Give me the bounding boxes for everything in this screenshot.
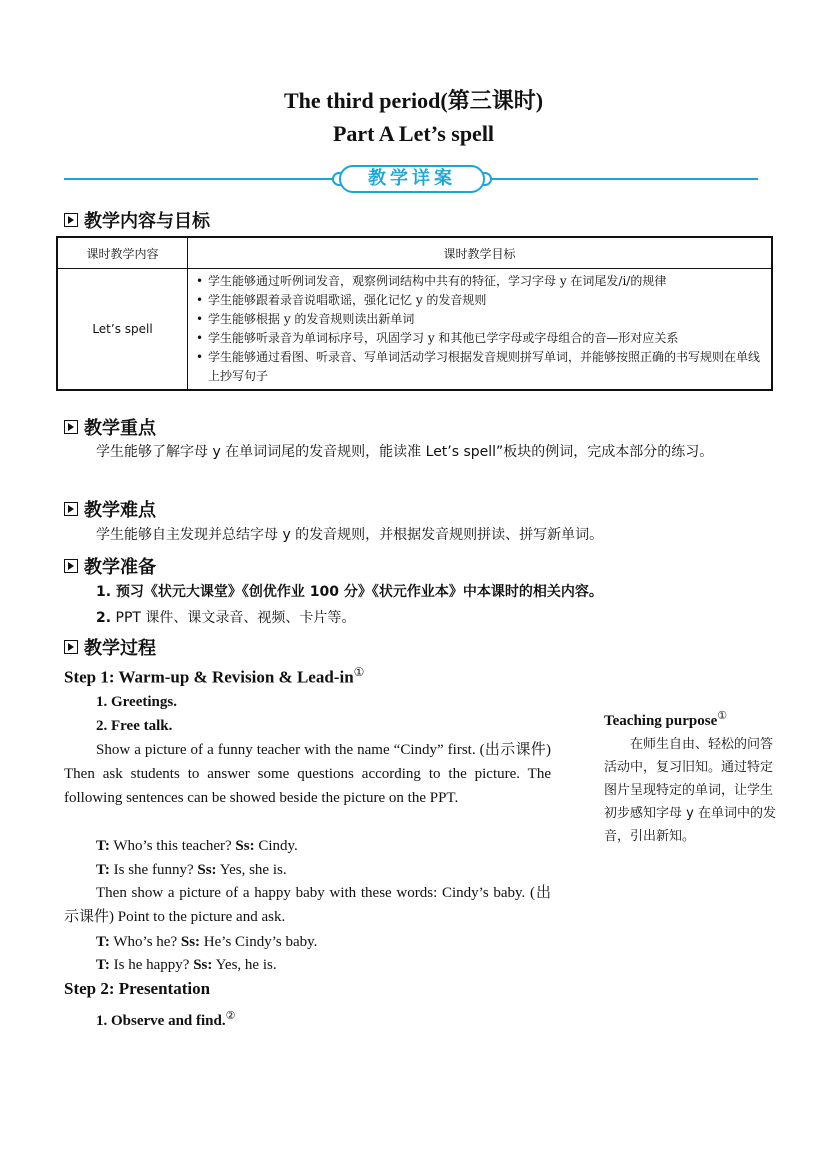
table-content-cell: Let’s spell <box>57 269 188 391</box>
objectives-table <box>56 236 773 391</box>
step2-title: Step 2: Presentation <box>64 979 211 998</box>
goal-item: • 学生能够通过听例词发音，观察例词结构中共有的特征，学习字母 y 在词尾发/i/的规律 <box>196 274 667 288</box>
prep-item-1: 1. 预习《状元大课堂》《创优作业 100 分》《状元作业本》中本课时的相关内容。 <box>96 584 603 600</box>
table-header-content: 课时教学内容 <box>57 237 188 269</box>
goal-item: • 学生能够跟着录音说唱歌谣，强化记忆 y 的发音规则 <box>196 293 487 307</box>
sidebar-text: 在师生自由、轻松的问答活动中，复习旧知。通过特定图片呈现特定的单词，让学生初步感知字母 y 在单词中的发音，引出新知。 <box>604 737 776 844</box>
banner-line-left <box>64 178 341 180</box>
dialog-line: T: Who’s he? Ss: He’s Cindy’s baby. <box>96 934 318 950</box>
prep-item-2: 2. PPT 课件、课文录音、视频、卡片等。 <box>96 610 356 626</box>
banner-label: 教学详案 <box>368 168 456 189</box>
table-goals-cell <box>188 269 773 391</box>
section-objectives <box>64 207 210 233</box>
step1-paragraph-1: Show a picture of a funny teacher with the name “Cindy” first. (出示课件) Then ask students to answer some questions according to the picture. The following sentences can be showed beside the picture on the PPT. <box>64 742 551 806</box>
dialog-line: T: Is she funny? Ss: Yes, she is. <box>96 862 287 878</box>
arrow-box-icon <box>64 559 78 573</box>
page-title: The third period(第三课时) <box>283 88 544 113</box>
dialog-line: T: Is he happy? Ss: Yes, he is. <box>96 957 277 973</box>
section-preparation: 教学准备 <box>64 553 156 579</box>
goal-item: • 学生能够听录音为单词标序号，巩固学习 y 和其他已学字母或字母组合的音—形对应关系 <box>196 331 679 345</box>
goal-item: • 学生能够根据 y 的发音规则读出新单词 <box>196 312 415 326</box>
banner-line-right <box>484 178 758 180</box>
step1-item-greetings: 1. Greetings. <box>96 694 177 710</box>
step1-title: Step 1: Warm-up & Revision & Lead-in① <box>64 665 365 687</box>
table-header-goals: 课时教学目标 <box>188 237 773 269</box>
section-process: 教学过程 <box>64 634 156 660</box>
section-difficulties: 教学难点 <box>64 496 156 522</box>
step2-item-observe: 1. Observe and find.② <box>96 1010 236 1029</box>
difficulties-text: 学生能够自主发现并总结字母 y 的发音规则，并根据发音规则拼读、拼写新单词。 <box>96 527 604 543</box>
arrow-box-icon <box>64 502 78 516</box>
goal-item: • 学生能够通过看图、听录音、写单词活动学习根据发音规则拼写单词，并能够按照正确的书写规则在单线上抄写句子 <box>196 350 761 383</box>
section-key-points: 教学重点 <box>64 414 156 440</box>
arrow-box-icon <box>64 420 78 434</box>
dialog-line: T: Who’s this teacher? Ss: Cindy. <box>96 838 298 854</box>
arrow-box-icon <box>64 640 78 654</box>
step1-paragraph-2: Then show a picture of a happy baby with these words: Cindy’s baby. (出示课件) Point to the picture and ask. <box>64 885 551 925</box>
page-subtitle: Part A Let’s spell <box>332 121 495 146</box>
key-points-text: 学生能够了解字母 y 在单词词尾的发音规则，能读准 Let’s spell”板块的例词，完成本部分的练习。 <box>96 444 714 460</box>
sidebar-title: Teaching purpose① <box>604 710 728 729</box>
arrow-box-icon <box>64 213 78 227</box>
section-objectives-label: 教学内容与目标 <box>84 211 210 232</box>
step1-item-free-talk: 2. Free talk. <box>96 718 173 734</box>
